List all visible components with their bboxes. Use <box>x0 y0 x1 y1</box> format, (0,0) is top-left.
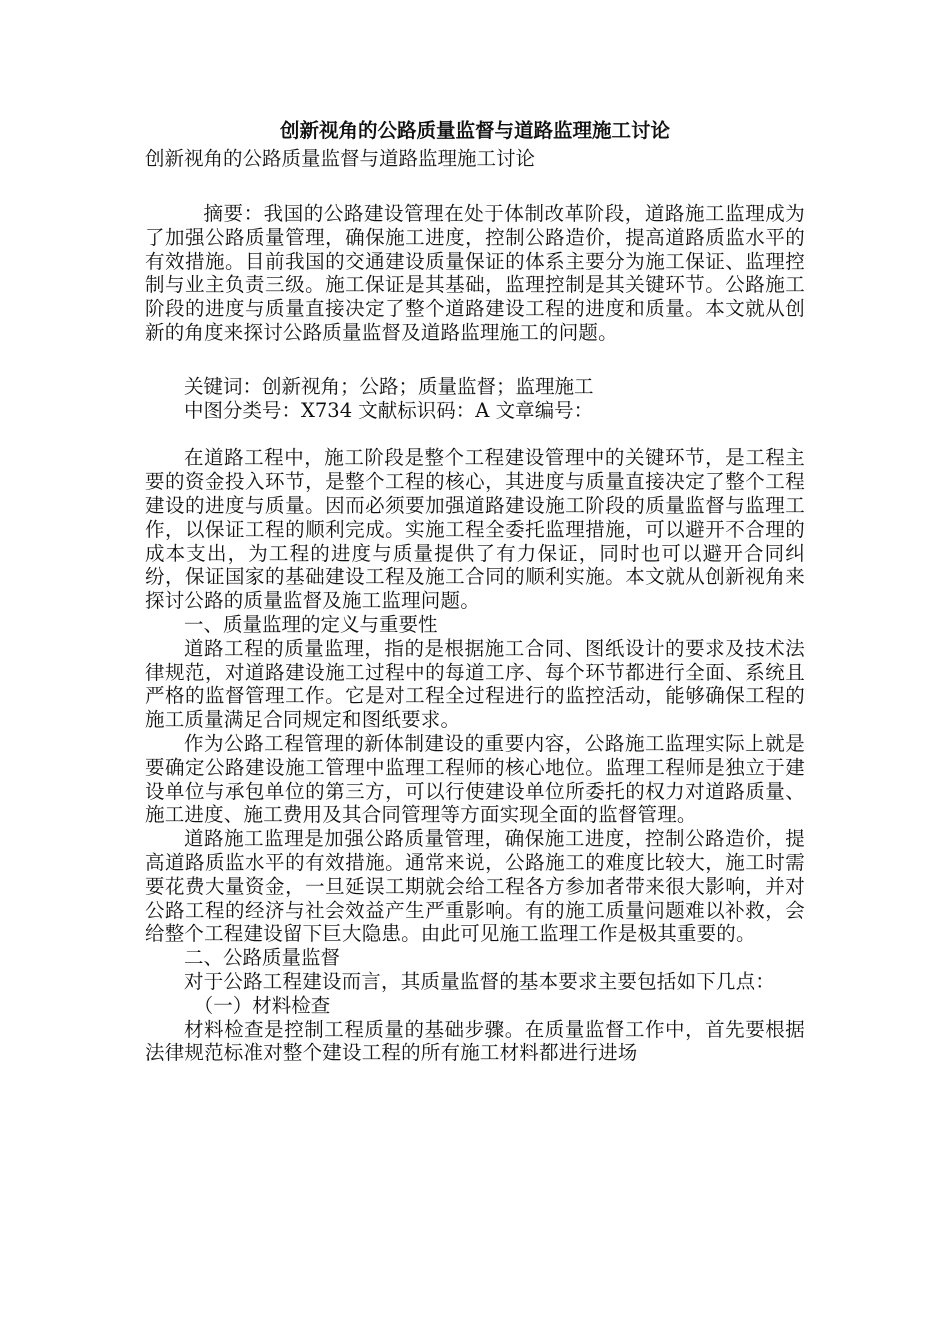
section-heading-1: 一、质量监理的定义与重要性 <box>184 612 438 636</box>
classification-line: 中图分类号：X734 文献标识码：A 文章编号： <box>184 398 594 422</box>
section-heading-2: 二、公路质量监督 <box>184 946 341 970</box>
keywords-line: 关键词：创新视角；公路；质量监督；监理施工 <box>184 374 594 398</box>
spacer <box>145 172 805 202</box>
section1-paragraph-3: 道路施工监理是加强公路质量管理，确保施工进度，控制公路造价，提高道路质监水平的有效措施。通常来说，公路施工的难度比较大，施工时需要花费大量资金，一旦延误工期就会给工程各方参加者带来很大影响，并对公路工程的经济与社会效益产生严重影响。有的施工质量问题难以补救，会给整个工程建设留下巨大隐患。由此可见施工监理工作是极其重要的。 <box>145 827 805 946</box>
section1-paragraph-1: 道路工程的质量监理，指的是根据施工合同、图纸设计的要求及技术法律规范，对道路建设施工过程中的每道工序、每个环节都进行全面、系统且严格的监督管理工作。它是对工程全过程进行的监控活动，能够确保工程的施工质量满足合同规定和图纸要求。 <box>145 636 805 732</box>
document-title: 创新视角的公路质量监督与道路监理施工讨论 <box>279 119 670 142</box>
subsection-heading-materials: （一）材料检查 <box>193 993 331 1017</box>
abstract-paragraph: 摘要：我国的公路建设管理在处于体制改革阶段，道路施工监理成为了加强公路质量管理，确保施工进度，控制公路造价，提高道路质监水平的有效措施。目前我国的交通建设质量保证的体系主要分为施工保证、监理控制与业主负责三级。施工保证是其基础，监理控制是其关键环节。公路施工阶段的进度与质量直接决定了整个道路建设工程的进度和质量。本文就从创新的角度来探讨公路质量监督及道路监理施工的问题。 <box>145 202 805 344</box>
document-subtitle: 创新视角的公路质量监督与道路监理施工讨论 <box>145 147 536 170</box>
spacer <box>145 422 805 446</box>
document-body <box>145 118 805 1065</box>
spacer <box>145 345 805 375</box>
section1-paragraph-2: 作为公路工程管理的新体制建设的重要内容，公路施工监理实际上就是要确定公路建设施工管理中监理工程师的核心地位。监理工程师是独立于建设单位与承包单位的第三方，可以行使建设单位所委托的权力对道路质量、施工进度、施工费用及其合同管理等方面实现全面的监督管理。 <box>145 731 805 827</box>
subsection-paragraph-materials: 材料检查是控制工程质量的基础步骤。在质量监督工作中，首先要根据法律规范标准对整个建设工程的所有施工材料都进行进场 <box>145 1017 805 1065</box>
intro-paragraph: 在道路工程中，施工阶段是整个工程建设管理中的关键环节，是工程主要的资金投入环节，是整个工程的核心，其进度与质量直接决定了整个工程建设的进度与质量。因而必须要加强道路建设施工阶段的质量监督与监理工作，以保证工程的顺利完成。实施工程全委托监理措施，可以避开不合理的成本支出，为工程的进度与质量提供了有力保证，同时也可以避开合同纠纷，保证国家的基础建设工程及施工合同的顺利实施。本文就从创新视角来探讨公路的质量监督及施工监理问题。 <box>145 446 805 613</box>
section2-paragraph-1: 对于公路工程建设而言，其质量监督的基本要求主要包括如下几点： <box>184 969 776 993</box>
